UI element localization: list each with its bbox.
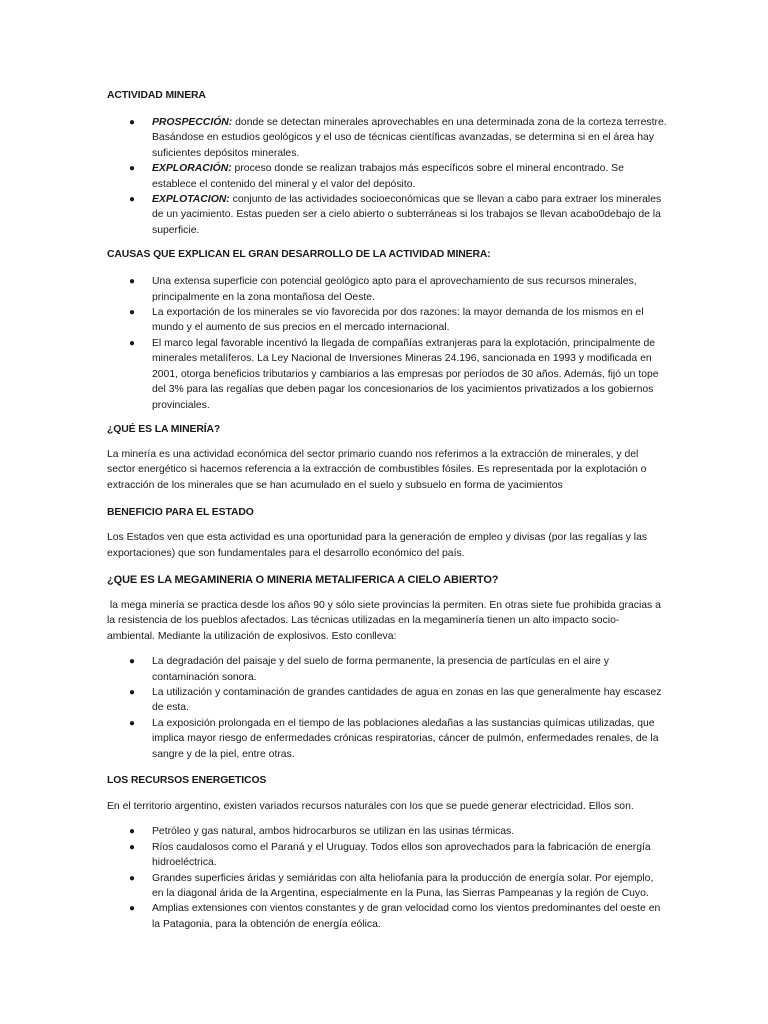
bullet-icon: ●	[129, 903, 136, 915]
heading-que-es-mineria: ¿QUÉ ES LA MINERÍA?	[107, 423, 221, 435]
document-body	[107, 88, 667, 932]
recursos-list	[107, 824, 667, 932]
heading-recursos-energeticos: LOS RECURSOS ENERGETICOS	[107, 775, 267, 786]
list-item	[107, 654, 667, 685]
bullet-icon: ●	[129, 826, 136, 838]
heading-actividad-minera: ACTIVIDAD MINERA	[107, 90, 206, 101]
list-item	[107, 840, 667, 871]
term-label: EXPLOTACION:	[152, 194, 230, 206]
actividad-list	[107, 115, 667, 238]
list-item	[107, 824, 667, 839]
heading-beneficio: BENEFICIO PARA EL ESTADO	[107, 507, 254, 519]
list-item	[107, 161, 667, 192]
term-description: conjunto de las actividades socioeconómicas que se llevan a cabo para extraer los minerales de un yacimiento. Estas pueden ser a cielo abierto o subterráneas si los trabajos se llevan acabo0debajo de la superficie.	[152, 194, 662, 236]
list-item-text: La exportación de los minerales se vio favorecida por dos razones: la mayor demanda de los mismos en el mundo y el aumento de sus precios en el mercado internacional.	[152, 307, 644, 334]
bullet-icon: ●	[129, 841, 136, 853]
list-item-text: La utilización y contaminación de grandes cantidades de agua en zonas en las que generalmente hay escasez de esta.	[152, 686, 662, 714]
bullet-icon: ●	[129, 163, 136, 175]
term-label: EXPLORACIÓN:	[152, 163, 232, 175]
heading-megamineria: ¿QUE ES LA MEGAMINERIA O MINERIA METALIFERICA A CIELO ABIERTO?	[107, 573, 499, 586]
bullet-icon: ●	[129, 337, 136, 349]
bullet-icon: ●	[129, 872, 136, 884]
bullet-icon: ●	[129, 656, 136, 668]
list-item-text: El marco legal favorable incentivó la llegada de compañías extranjeras para la explotación, principalmente de minerales metalíferos. La Ley Nacional de Inversiones Mineras 24.196, sancionada en 1993 y modificada en 2001, otorga beneficios tributarios y cambiarios a las empresas por períodos de 30 años. Además, fijó un tope del 3% para las regalías que deben pagar los concesionarios de los yacimientos privatizados a los gobiernos provinciales.	[152, 337, 659, 411]
list-item	[107, 336, 667, 413]
list-item-text: La degradación del paisaje y del suelo de forma permanente, la presencia de partículas en el aire y contaminación sonora.	[152, 656, 609, 683]
term-description: donde se detectan minerales aprovechables en una determinada zona de la corteza terrestre. Basándose en estudios geológicos y el uso de técnicas científicas avanzadas, se determina si en el área hay suficientes depósitos minerales.	[152, 117, 667, 159]
list-item-text: Ríos caudalosos como el Paraná y el Uruguay. Todos ellos son aprovechados para la fabricación de energía hidroeléctrica.	[152, 841, 651, 869]
bullet-icon: ●	[129, 194, 136, 206]
list-item	[107, 274, 667, 305]
bullet-icon: ●	[129, 276, 136, 288]
list-item	[107, 192, 667, 238]
bullet-icon: ●	[129, 117, 136, 128]
list-item-text: Grandes superficies áridas y semiáridas con alta heliofania para la producción de energía solar. Por ejemplo, en la diagonal árida de la Argentina, especialmente en la Puna, las Sierras Pampeanas y la región de Cuyo.	[152, 872, 654, 900]
list-item-text: Amplias extensiones con vientos constantes y de gran velocidad como los vientos predominantes del oeste en la Patagonia, para la obtención de energía eólica.	[152, 903, 661, 930]
bullet-icon: ●	[129, 307, 136, 319]
bullet-icon: ●	[129, 717, 136, 729]
list-item	[107, 871, 667, 902]
paragraph-megamineria: la mega minería se practica desde los años 90 y sólo siete provincias la permiten. En otras siete fue prohibida gracias a la resistencia de los pueblos afectados. Las técnicas utilizadas en la megaminería tienen un alto impacto socio-ambiental. Mediante la utilización de explosivos. Esto conlleva:	[107, 599, 664, 642]
term-label: PROSPECCIÓN:	[152, 117, 233, 128]
paragraph-beneficio: Los Estados ven que esta actividad es una oportunidad para la generación de empleo y divisas (por las regalías y las exportaciones) que son fundamentales para el desarrollo económico del país.	[107, 532, 648, 559]
list-item	[107, 115, 667, 161]
list-item	[107, 716, 667, 762]
list-item	[107, 901, 667, 932]
paragraph-que-es-mineria: La minería es una actividad económica del sector primario cuando nos referimos a la extracción de minerales, y del sector energético si hacemos referencia a la extracción de combustibles fósiles. Es representada por la explotación o extracción de los minerales que se han acumulado en el suelo y subsuelo en forma de yacimientos	[107, 448, 647, 491]
list-item	[107, 305, 667, 336]
list-item-text: Petróleo y gas natural, ambos hidrocarburos se utilizan en las usinas térmicas.	[152, 826, 515, 838]
term-description: proceso donde se realizan trabajos más específicos sobre el mineral encontrado. Se establece el contenido del mineral y el valor del depósito.	[152, 163, 624, 190]
bullet-icon: ●	[129, 686, 136, 698]
list-item-text: Una extensa superficie con potencial geológico apto para el aprovechamiento de sus recursos minerales, principalmente en la zona montañosa del Oeste.	[152, 276, 637, 303]
list-item-text: La exposición prolongada en el tiempo de las poblaciones aledañas a las sustancias químicas utilizadas, que implica mayor riesgo de enfermedades crónicas respiratorias, cáncer de pulmón, enfermedades renales, de la sangre y de la piel, entre otras.	[152, 717, 659, 760]
heading-causas: CAUSAS QUE EXPLICAN EL GRAN DESARROLLO DE LA ACTIVIDAD MINERA:	[107, 249, 491, 261]
megamineria-list	[107, 654, 667, 762]
causas-list	[107, 274, 667, 413]
paragraph-recursos: En el territorio argentino, existen variados recursos naturales con los que se puede generar electricidad. Ellos son.	[107, 801, 634, 812]
list-item	[107, 685, 667, 716]
